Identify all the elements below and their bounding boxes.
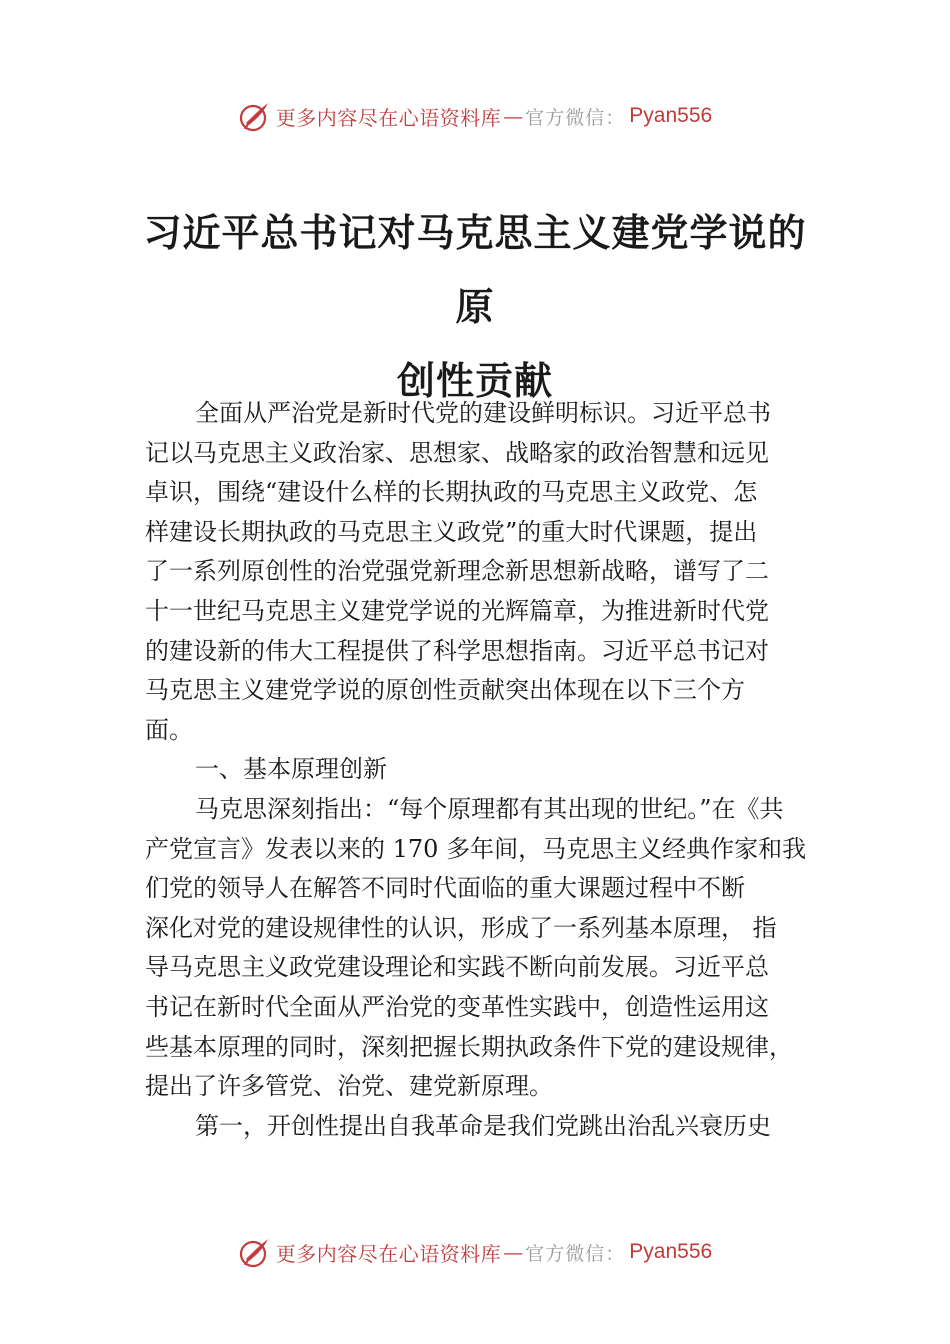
text-line: 第一，开创性提出自我革命是我们党跳出治乱兴衰历史	[195, 1111, 771, 1140]
document-title	[140, 196, 810, 418]
header-watermark-banner	[0, 96, 950, 136]
quill-seal-icon	[238, 1235, 272, 1269]
text-line: 书记在新时代全面从严治党的变革性实践中，创造性运用这	[145, 992, 769, 1021]
text-line: 全面从严治党是新时代党的建设鲜明标识。习近平总书	[195, 399, 771, 427]
text-line: 样建设长期执政的马克思主义政党”的重大时代课题，提出	[145, 517, 758, 546]
text-line: 提出了许多管党、治党、建党新原理。	[145, 1072, 553, 1101]
title-line-1: 习近平总书记对马克思主义建党学说的原	[143, 210, 807, 329]
paragraph-intro	[145, 394, 809, 750]
text-line: 的建设新的伟大工程提供了科学思想指南。习近平总书记对	[145, 636, 769, 665]
heading-text: 一、基本原理创新	[195, 755, 387, 784]
banner-wechat-label: 官方微信：	[525, 1242, 626, 1265]
text-line: 马克思深刻指出：“每个原理都有其出现的世纪。”在《共	[195, 794, 784, 823]
banner-text: 更多内容尽在心语资料库	[275, 105, 502, 130]
banner-separator: —	[503, 1240, 524, 1264]
text-line: 记以马克思主义政治家、思想家、战略家的政治智慧和远见	[145, 438, 769, 467]
text-line: 们党的领导人在解答不同时代面临的重大课题过程中不断	[145, 874, 745, 903]
footer-watermark-banner	[0, 1232, 950, 1272]
banner-wechat-id: Pyan556	[629, 104, 713, 127]
paragraph-principles	[145, 790, 809, 1107]
text-line: 面。	[145, 715, 193, 744]
text-line: 十一世纪马克思主义建党学说的光辉篇章，为推进新时代党	[145, 596, 769, 625]
text-line: 马克思主义建党学说的原创性贡献突出体现在以下三个方	[145, 676, 745, 705]
text-line: 深化对党的建设规律性的认识，形成了一系列基本原理， 指	[145, 913, 777, 942]
section-heading	[145, 750, 809, 790]
banner-wechat-label: 官方微信：	[525, 106, 626, 129]
text-line: 导马克思主义政党建设理论和实践不断向前发展。习近平总	[145, 953, 769, 982]
text-line: 卓识，围绕“建设什么样的长期执政的马克思主义政党、怎	[145, 478, 758, 507]
banner-wechat-id: Pyan556	[629, 1240, 713, 1263]
banner-text: 更多内容尽在心语资料库	[275, 1241, 502, 1266]
quill-seal-icon	[238, 99, 272, 133]
text-line: 了一系列原创性的治党强党新理念新思想新战略，谱写了二	[145, 557, 769, 586]
text-line: 些基本原理的同时，深刻把握长期执政条件下党的建设规律，	[145, 1032, 793, 1061]
title-line-2: 创性贡献	[396, 358, 553, 403]
paragraph-first-point	[145, 1107, 809, 1147]
document-body	[145, 394, 809, 1146]
text-line: 产党宣言》发表以来的 170 多年间，马克思主义经典作家和我	[145, 834, 807, 863]
banner-separator: —	[503, 104, 524, 128]
